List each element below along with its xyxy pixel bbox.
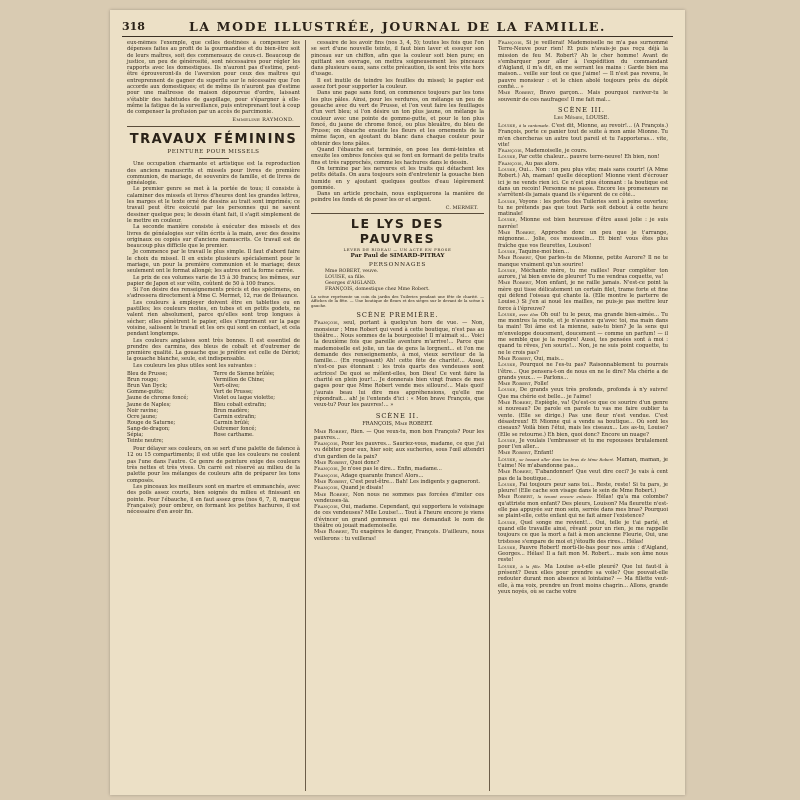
speaker-name: François: [314, 466, 338, 473]
speech-text: Taquine-moi bien...: [518, 248, 569, 255]
journal-title: LA MODE ILLUSTRÉE, JOURNAL DE LA FAMILLE.: [189, 18, 606, 34]
dialogue-line: Louise, Voyons : les portes des Tuileries sont à peine ouvertes; tu ne prétends pas que tout Paris soit debout à cette heure matinale!: [498, 198, 668, 218]
dialogue-line: Mme Robert, Tu exagères le danger, François. D'ailleurs, nous veillerons : tu veilleras!: [314, 529, 484, 542]
speech-text: Bravo garçon... Mais pourquoi raviver-tu le souvenir de ces naufrages! Il me fait mal...: [498, 90, 668, 103]
speaker-name: Louise: [498, 437, 516, 444]
speaker-name: Mme Robert: [314, 460, 347, 467]
paragraph: Les couleurs à employer doivent être en tablettes ou en pastilles; les couleurs moites, en tubes et en petits godets, ne valent rien absolument, parce qu'elles sont trop longues à sécher; elles pénètrent le papier, elles s'impriment sur la page voisine, salissent le travail et les ors qui sont en contact, et cela pendant longtemps.: [127, 299, 300, 338]
color-name: Rouge de Saturne;: [127, 419, 176, 426]
speech-text: Si je veillerai! Mademoiselle ne m'a pas surnommé Terre-Neuve pour rien! Et puis n'avais-je pas reçu déjà la mission de feu M. Robert? Ah le cher homme! Avant de s'embarquer pour aller à l'expédition du commandant d'Aigland, il m'a dit, en me serrant les mains : Garde bien ma maison... veille sur tout ce que j'aime! — Il n'est pas revenu, le pauvre monsieur : et le chien abolé toujours près du dépôt confié... »: [498, 40, 668, 91]
speaker-name: Louise: [498, 248, 516, 255]
column-2: [305, 40, 489, 791]
dialogue-line: Louise, à la fille. Ma Louise a-t-elle pleuré? Que lui faut-il à présent? Deux elles pour prendre sa voile? Que pouvait-elle redouter durant mon absence si lointaine? — Ma fillette veut-elle, à ma voix, prendre un front moins chagrin... Allons, grande yeux noyés, où se cache votre: [498, 563, 668, 595]
dialogue-line: François, Adage quarante francs! Alors...: [314, 472, 424, 479]
color-list-left: [127, 371, 214, 444]
color-name: Jaune de chrome foncé;: [127, 395, 189, 402]
speaker-name: Louise: [498, 267, 516, 274]
speech-text: Mademoiselle, je cours.: [524, 148, 588, 155]
dialogue-line: Louise, Fai toujours peur sans toi... Reste, reste! Si tu pars, je pleure! (Elle cache son visage dans le sein de Mme Robert.): [498, 481, 668, 495]
dialogue-line: Louise, Oui... Non : un peu plus vite; mais sans courir! (A Mme Robert.) Ah, maman! quelle déception! Mionne vient d'écrouer ici je ne vends rien ici. Ce n'est plus étonnant : la boutique est dans un recoin! Personne ne passe. Encore les promeneurs ne s'arrêtent-ils jamais quand ils s'égarent de ce côté...: [498, 167, 668, 199]
speaker-name: Louise: [498, 167, 516, 174]
dialogue-line: Mme Robert, Oui, mais...: [498, 355, 564, 362]
journal-page: [110, 10, 685, 795]
color-name: Sang-de-dragon;: [127, 425, 170, 432]
dialogue-line: François, Pour les pauvres... Sauriez-vous, madame, ce que j'ai vu débiter pour eux, hier soir, aux sucheries, sous l'œil attendri d'un gardien de la paix?: [314, 441, 484, 460]
color-list: [127, 371, 300, 444]
dialogue-line: Mme Robert, Enfant!: [498, 450, 554, 457]
speech-text: Mionne est bien heureuse d'être aussi jolie : je suis navrée!: [498, 217, 668, 230]
speech-text: Adage quarante francs! Alors...: [340, 472, 424, 479]
speech-text: Espiègle, va! Qu'est-ce que ce sourire d'un genre si nouveau? De parole en parole tu vas me faire oublier ta vente. (Elle se dirige.) Pas une fleur n'est vendue. C'est désastreux! Et Mionne qui a vendu sa boutique... Où sont les ciseaux? Voilà bien l'étui, mais les ciseaux... Les as-tu, Louise? (Elle se retourne.) Eh bien, quoi donc? Encore un nuage?: [498, 400, 668, 438]
speaker-name: Louise: [498, 198, 516, 205]
dialogue-line: François, seul, portant à quelqu'un hors de vue. — Non, monsieur ; Mme Robert qui vend à cette boutique, n'est pas au théâtre... Nous sommes de la bourgeoisie! Il m'aimait si... Voici la deuxième fois que pareille aventure m'arrive!... Parce que mademoiselle est jolie, un tas de gens la lorgnent... et l'on me demande des renseignements, à moi, vieux serviteur de la famille... (En rougissant) Ah! cette fête de charité!... Aussi, n'est-ce pas étonnant : les trois quarts des vendeuses sont actrices! De quoi se mêlent-elles, bon Dieu! Ce vent faire la charité en plein jour!... Je donnerais bien vingt francs de mes gages pour que Mme Robert vende mes sillours!... Mais quoi! j'aurais beau lui dire mes appréhensions, qu'elle me répondrait... ah! je l'entends d'ici : « Mon brave François, que veux-tu? Pour les pauvres!... »: [314, 320, 484, 409]
speaker-name: François: [498, 148, 522, 155]
color-name: Violet ou laque violette;: [213, 395, 275, 402]
page-header: [122, 16, 673, 37]
speaker-name: Mme Robert: [314, 529, 348, 536]
person-entry: FRANÇOIS, domestique chez Mme Robert.: [325, 286, 430, 292]
dialogue-line: Louise, De grands yeux très profonds, profonds à n'y suivre! Que ma chérie est belle... je l'aime!: [498, 387, 668, 400]
color-name: Vert-olive;: [213, 383, 240, 390]
speech-text: seul, portant à quelqu'un hors de vue. — Non, monsieur ; Mme Robert qui vend à cette boutique, n'est pas au théâtre... Nous sommes de la bourgeoisie! Il m'aimait si... Voici la deuxième fois que pareille aventure m'arrive!... Parce que mademoiselle est jolie, un tas de gens la lorgnent... et l'on me demande des renseignements, à moi, vieux serviteur de la famille... (En rougissant) Ah! cette fête de charité!... Aussi, n'est-ce pas étonnant : les trois quarts des vendeuses sont actrices! De quoi se mêlent-elles, bon Dieu! Ce vent faire la charité en plein jour!... Je donnerais bien vingt francs de mes gages pour que Mme Robert vende mes sillours!... Mais quoi! j'aurais beau lui dire mes appréhensions, qu'elle me répondrait... ah! je l'entends d'ici : « Mon brave François, que veux-tu? Pour les pauvres!... »: [314, 320, 484, 409]
speech-text: Voyons : les portes des Tuileries sont à peine ouvertes; tu ne prétends pas que tout Paris soit debout à cette heure matinale!: [498, 198, 668, 218]
dialogue-line: Mme Robert, Quoi donc?: [314, 460, 380, 467]
scene-2-dialogue: [311, 429, 484, 542]
speaker-name: Mme Robert: [498, 355, 531, 362]
color-name: Bleu cobalt extrafin;: [213, 401, 267, 408]
color-name: Gomme-gutte;: [127, 389, 164, 396]
play-title: LE LYS DES PAUVRES: [350, 216, 445, 247]
color-name: Carmin extrafin;: [213, 413, 257, 420]
scene-1-title: SCÈNE PREMIÈRE.: [356, 311, 439, 320]
speaker-name: Louise: [498, 456, 516, 463]
color-name: Outremer foncé;: [213, 425, 257, 432]
speech-text: T'abandonner! Que veut dire ceci? Je vais à cent pas de la boutique...: [498, 469, 668, 482]
paragraph: Pour délayer ses couleurs, on se sert d'une palette de faïence à 12 ou 15 compartiments; il est utile que les couleurs ne coulent pas l'une dans l'autre. Ce genre de peinture exige des couleurs très nettes et très vives. Un carré est réservé au milieu de la palette pour les mélanges de couleurs afin de préparer les tons composés.: [127, 446, 300, 484]
paragraph: Si l'on désire des renseignements précis et des spécimens, on s'adressera directement à Mme C. Mermet, 12, rue de Bréaunce.: [127, 287, 300, 300]
scene-2-cast: FRANÇOIS, Mme ROBERT.: [362, 420, 433, 427]
speaker-name: Louise: [498, 387, 516, 394]
speaker-name: Louise: [498, 154, 516, 161]
paragraph: Dans un article prochain, nous expliquerons la manière de peindre les fonds et de poser les or et argent.: [311, 191, 484, 204]
person-entry: LOUISE, sa fille.: [325, 275, 366, 281]
color-name: Teinte neutre;: [127, 438, 164, 445]
speaker-name: Louise: [498, 519, 516, 526]
section-subtitle: PEINTURE POUR MISSELS: [167, 148, 260, 155]
section-divider: [311, 213, 484, 214]
dialogue-line: Louise, Par cette chaleur... pauvre terre-neuve! Eh bien, non!: [498, 154, 660, 161]
speech-text: Folle!: [533, 381, 549, 388]
speaker-name: Louise: [498, 217, 516, 224]
dialogue-line: François, Mademoiselle, je cours.: [498, 148, 588, 155]
dialogue-line: Mme Robert, Espiègle, va! Qu'est-ce que ce sourire d'un genre si nouveau? De parole en parole tu vas me faire oublier ta vente. (Elle se dirige.) Pas une fleur n'est vendue. C'est désastreux! Et Mionne qui a vendu sa boutique... Où sont les ciseaux? Voilà bien l'étui, mais les ciseaux... Les as-tu, Louise? (Elle se retourne.) Eh bien, quoi donc? Encore un nuage?: [498, 400, 668, 438]
speaker-name: Mme Robert: [498, 230, 535, 237]
dialogue-line: François, Je n'ose pas le dire... Enfin, madame...: [314, 466, 442, 473]
color-name: Carmin brûlé;: [213, 419, 250, 426]
signature-raymond: Emmeline RAYMOND.: [232, 116, 294, 123]
speech-text: Approche donc un peu que je t'arrange, mignonne... Jolie, ces mousselin... Et bien! vous êtes plus fraîche que vos fleurettes, Louison!: [498, 230, 668, 249]
color-name: Sépia;: [127, 431, 144, 438]
speech-text: De grands yeux très profonds, profonds à n'y suivre! Que ma chérie est belle... je l'aime!: [498, 387, 668, 400]
speech-text: Pour les pauvres... Sauriez-vous, madame, ce que j'ai vu débiter pour eux, hier soir, aux sucheries, sous l'œil attendri d'un gardien de la paix?: [314, 441, 484, 460]
dialogue-line: Louise, se lassant aller dans les bras de Mme Robert. Maman, maman, je t'aime! Ne m'abandonne pas...: [498, 456, 668, 469]
speaker-name: Mme Robert: [314, 491, 349, 498]
paragraph: Le prix de ces volumes varie de 15 à 30 francs; les mêmes, sur papier de Japon et sur vélin, coûtent de 50 à 100 francs.: [127, 274, 300, 287]
speaker-name: Mme Robert: [314, 478, 347, 485]
dialogue-line: Louise, Mionne est bien heureuse d'être aussi jolie : je suis navrée!: [498, 217, 668, 230]
paragraph: Les couleurs anglaises sont très bonnes. Il est essentiel de prendre des carmins, des bleus de cobalt et d'outremer de première qualité. La gouache que je préfère est celle de Dériot; la gouache blanche, seule, est indispensable.: [127, 337, 300, 363]
color-name: Vert de Prusse;: [213, 389, 253, 396]
speech-text: Hélas! qu'a ma colombe? qu'attriste mon enfant? Des pleurs, Louison? Ma fleurette n'est-elle pas appuyée sur mon sein, serrée dans mes bras? Pourquoi se plaint-elle, cette enfant qui ne fait aimer l'existence?: [498, 494, 668, 520]
title-rule: [199, 158, 229, 159]
speaker-name: Mme Robert: [314, 428, 348, 435]
dialogue-line: Louise, Pourquoi ne l'es-tu pas? Raisonnablement tu pourrais l'être... Que pensera-t-on de nous en ne le dire? Ma chérie a de grands yeux... — Parlons...: [498, 362, 668, 381]
speech-text: Quoi donc?: [349, 460, 380, 467]
dialogue-line: Mme Robert, la tenant encore enlacée. Hélas! qu'a ma colombe? qu'attriste mon enfant? Des pleurs, Louison? Ma fleurette n'est-elle pas appuyée sur mon sein, serrée dans mes bras? Pourquoi se plaint-elle, cette enfant qui ne fait aimer l'existence?: [498, 494, 668, 520]
speaker-name: Louise: [498, 563, 516, 570]
dialogue-line: Mme Robert, Bravo garçon... Mais pourquoi raviver-tu le souvenir de ces naufrages! Il me fait mal...: [498, 90, 668, 103]
speech-text: Oui, madame. Cependant, qui supportera le voisinage de ces vendeuses? Mlle Louise!... Tout à l'heure encore je viens d'évincer un grand gommeux qui me demandait le nom de théâtre où jouait mademoiselle.: [314, 504, 484, 529]
speaker-name: Mme Robert: [498, 280, 532, 287]
dialogue-line: Louise, avec élan Oh oui! tu le peux, ma grande bien-aimée... Tu me montres la route, et je n'avance qu'avec toi, ma main dans ta main! Toi âme est la mienne, sais-tu bien? Je la sens qui m'enveloppe doucement, doucement — comme un parfum! — il me semble que je la respire! Aussi, tes pensées sont à moi : quand tu rêves, j'en souris!... Non, je ne suis point coquette, tu ne le crois pas?: [498, 311, 669, 356]
dialogue-line: Louise, Quel songe me revient!... Oui, telle je t'ai parlé, et quand elle travaille ainsi, rêvant pour un rien, je me rappelle toujours ce que la mort a fait à mon ancienne Fleurie, Oui, une tristesse s'empare de moi et j'étouffe des rires... Hélas!: [498, 519, 668, 545]
scene-2-continuation: [495, 40, 668, 103]
dialogue-line: François, Quand je disais!: [314, 485, 384, 492]
scene-3-cast: Les Mêmes, LOUISE.: [553, 114, 610, 121]
dialogue-line: Louise, Taquine-moi bien...: [498, 248, 569, 255]
speech-text: Maman, maman, je t'aime! Ne m'abandonne pas...: [498, 456, 668, 469]
paragraph: Les couleurs les plus utiles sont les suivantes :: [133, 362, 256, 369]
dialogue-line: Mme Robert, T'abandonner! Que veut dire ceci? Je vais à cent pas de la boutique...: [498, 469, 668, 482]
speaker-name: Mme Robert: [498, 450, 531, 457]
speaker-name: Mme Robert: [498, 255, 532, 262]
play-subtitle: LEVER DE RIDEAU — UN ACTE EN PROSE: [343, 247, 452, 253]
color-name: Brun madère;: [213, 407, 250, 414]
speaker-name: François: [498, 40, 522, 46]
paragraph: Une occupation charmante et artistique est la reproduction des anciens manuscrits et missels pour livres de première communion, de mariage, de souvenirs de famille, et de livres de généalogie.: [127, 161, 300, 187]
color-name: Bleu de Prusse;: [127, 371, 168, 378]
speaker-name: Louise: [498, 544, 516, 551]
stage-direction: à la cantonade.: [518, 122, 550, 128]
speaker-name: François: [498, 160, 522, 167]
paragraph: Dans une page sans fond, on commence toujours par les tons les plus pâles. Ainsi, pour les verdures, on mélange un peu de gouache avec du vert de Prusse, et l'on veut faire les feuillages d'un vert bleu; si l'on désire un ton plus jaune, on mélange la couleur avec une pointe de gomme-gutte, et pour le ton plus foncé, du jaune de chrome foncé, ou plus bleuâtre, du bleu de Prusse; on ébauche ensuite les fleurs et les ornements de la même façon, en ajoutant du blanc dans chaque couleur pour obtenir des tons pâles.: [311, 90, 484, 147]
paragraph: Le premier genre se met à la portée de tous; il consiste à calaminer des missels et livres d'heures dont les grandes lettres, les marges et le texte orné de dessins au trait sont imprimés; ce travail peut être exécuté par les personnes qui ne savent dessiner quelque peu; le dessin étant fait, il s'agit simplement de le mettre en couleur.: [127, 186, 300, 224]
speech-text: Pauvre Robert! morti-lle-bas pour nos amis : d'Aigland, Georges... Hélas! Il a fait mon M. Robert... mais son âme nous reste!: [498, 544, 668, 564]
speaker-name: François: [314, 472, 338, 479]
dialogue-line: Mme Robert, Folle!: [498, 381, 549, 388]
speaker-name: Louise: [498, 311, 516, 318]
color-name: Vermillon de Chine;: [213, 377, 265, 384]
scene-2-title: SCÈNE II.: [375, 411, 420, 420]
play-author: Par Paul de SIMARD-PITRAY: [350, 253, 445, 260]
paragraph: eux-mêmes l'exemple, que celles destinées à compenser les dépenses faites au profit de la gourmandise et du bien-être soit de leurs maîtres, soit des commensaux de ceux-ci. Beaucoup de justice, un peu de générosité, sont nécessaires pour régler les rapports avec les domestiques. Ils n'auront pas d'estime, peut-être éprouveront-ils de l'aversion pour ceux des maîtres qui entreprennent de gagner du superflu sur le nécessaire que l'on accorde aux domestiques; et de même ils n'auront pas d'estime pour une maîtresse de maison dépourvue d'ordre, laissant s'établir des habitudes de gaspillage, pour s'épargner à elle-même la fatigue de la surveillance, puis entreprenant tout à coup de compenser la profusion par un accès de parcimonie.: [127, 40, 300, 116]
scene-3-title: SCÈNE III.: [558, 105, 605, 114]
stage-direction: la tenant encore enlacée.: [537, 494, 593, 500]
color-name: Brun Van Dyck;: [127, 383, 168, 390]
dialogue-line: François, Au pas alors.: [498, 160, 560, 167]
speech-text: Quand je disais!: [340, 485, 384, 492]
speaker-name: François: [314, 485, 338, 492]
speech-text: Au pas alors.: [524, 160, 560, 167]
dialogue-line: Mme Robert, Approche donc un peu que je t'arrange, mignonne... Jolie, ces mousselin... Et bien! vous êtes plus fraîche que vos fleurettes, Louison!: [498, 230, 668, 249]
dialogue-line: Mme Robert, Rien. — Que veux-tu, mon bon François? Pour les pauvres...: [314, 428, 484, 441]
dialogue-line: François, Oui, madame. Cependant, qui supportera le voisinage de ces vendeuses? Mlle Louise!... Tout à l'heure encore je viens d'évincer un grand gommeux qui me demandait le nom de théâtre où jouait mademoiselle.: [314, 504, 484, 529]
intro-text: [127, 40, 300, 116]
speaker-name: François: [314, 441, 338, 448]
dialogue-line: Louise, Méchante mère, tu me railles! Pour compléter ton aurore, j'ai bien envie de pleurer! Tu me vendras coquette, va!: [498, 267, 668, 281]
speaker-name: François: [314, 320, 338, 327]
speech-text: Oui... Non : un peu plus vite; mais sans courir! (A Mme Robert.) Ah, maman! quelle déception! Mionne vient d'écrouer ici je ne vends rien ici. Ce n'est plus étonnant : la boutique est dans un recoin! Personne ne passe. Encore les promeneurs ne s'arrêtent-ils jamais quand ils s'égarent de ce côté...: [498, 167, 668, 199]
paragraph: Quand l'ébauche est terminée, on pose les demi-teintes et ensuite les ombres foncées qui se font en formant de petits traits fins et très rapprochés, comme les hachures dans le dessin.: [311, 147, 484, 166]
speech-text: Oui, mais...: [533, 355, 564, 362]
speech-text: Enfant!: [533, 450, 554, 457]
dialogue-line: Louise, Pauvre Robert! morti-lle-bas pour nos amis : d'Aigland, Georges... Hélas! Il a fait mon M. Robert... mais son âme nous reste!: [498, 544, 668, 564]
scene-1-dialogue: [311, 320, 484, 408]
article-continuation: [311, 40, 484, 204]
scene-3-dialogue: [495, 123, 668, 595]
speaker-name: Mme Robert: [498, 469, 532, 476]
stage-direction: avec élan: [519, 311, 539, 317]
speaker-name: Louise: [498, 362, 516, 369]
article-body: [127, 161, 300, 369]
speech-text: Non nous ne sommes pas forcées d'imiter ces vendeuses-là.: [314, 491, 484, 504]
signature-mermet: C. MERMET.: [445, 204, 478, 211]
paragraph: Je commence par le travail le plus simple. Il faut d'abord faire le choix du missel. Il en existe plusieurs spécialement pour le mariage, un pour la première communion et le mariage; deux seulement ont le format allongé; les autres ont la forme carrée.: [127, 249, 300, 275]
person-entry: Mme ROBERT, veuve.: [325, 269, 379, 275]
column-3: [489, 40, 673, 791]
speech-text: C'est dit, Mionne, au revoir!... (A François.) François, porte ce panier tout de suite à mon amie Mionne. Tu m'en chercheras un autre tout pareil et tu l'apporteras... vite, vite!: [498, 122, 668, 148]
speech-text: Oh oui! tu le peux, ma grande bien-aimée... Tu me montres la route, et je n'avance qu'avec toi, ma main dans ta main! Toi âme est la mienne, sais-tu bien? Je la sens qui m'enveloppe doucement, doucement — comme un parfum! — il me semble que je la respire! Aussi, tes pensées sont à moi : quand tu rêves, j'en souris!... Non, je ne suis point coquette, tu ne le crois pas?: [498, 311, 669, 356]
color-name: Terre de Sienne brûlée;: [213, 371, 275, 378]
dialogue-line: Louise, à la cantonade. C'est dit, Mionne, au revoir!... (A François.) François, porte ce panier tout de suite à mon amie Mionne. Tu m'en chercheras un autre tout pareil et tu l'apporteras... vite, vite!: [498, 122, 668, 148]
section-title: TRAVAUX FÉMININS: [127, 126, 300, 147]
dialogue-line: Mme Robert, Mon enfant, je ne raille jamais. N'est-ce point la mère qui tisse délicatement un certain filet, trame forte et fine qui défend l'oiseau qui chante là. (Elle montre le parterre de Louise.) Si j'en ai noué les mailles, ne puis-je pas mettre leur force à l'épreuve?: [498, 280, 668, 312]
color-name: Rose carthame.: [213, 431, 254, 438]
dialogue-line: Mme Robert, Non nous ne sommes pas forcées d'imiter ces vendeuses-là.: [314, 491, 484, 504]
page-number: 318: [122, 19, 145, 33]
article-closing: [127, 446, 300, 515]
speech-text: Quel songe me revient!... Oui, telle je t'ai parlé, et quand elle travaille ainsi, rêvant pour un rien, je me rappelle toujours ce que la mort a fait à mon ancienne Fleurie, Oui, une tristesse s'empare de moi et j'étouffe des rires... Hélas!: [498, 519, 668, 545]
person-entry: Georges d'AIGLAND.: [325, 281, 377, 286]
speech-text: Rien. — Que veux-tu, mon bon François? Pour les pauvres...: [314, 428, 484, 441]
speech-text: Que parles-tu de Mionne, petite Aurore? Il ne te manque vraiment qu'un sourire!: [498, 255, 668, 268]
persons-list: [311, 269, 484, 292]
speech-text: Pourquoi ne l'es-tu pas? Raisonnablement tu pourrais l'être... Que pensera-t-on de nous en ne le dire? Ma chérie a de grands yeux... — Parlons...: [498, 362, 668, 381]
speech-text: Méchante mère, tu me railles! Pour compléter ton aurore, j'ai bien envie de pleurer! Tu me vendras coquette, va!: [498, 267, 668, 281]
speech-text: Par cette chaleur... pauvre terre-neuve! Eh bien, non!: [518, 154, 660, 161]
stage-direction: à la fille.: [520, 563, 541, 569]
speech-text: Fai toujours peur sans toi... Reste, reste! Si tu pars, je pleure! (Elle cache son visage dans le sein de Mme Robert.): [498, 481, 668, 495]
dialogue-line: Mme Robert, C'est peut-être... Bah! Les indigents y gagneront.: [314, 478, 480, 485]
color-list-right: [214, 371, 301, 444]
speech-text: C'est peut-être... Bah! Les indigents y gagneront.: [349, 478, 480, 485]
column-1: [122, 40, 305, 791]
color-name: Brun rouge;: [127, 377, 159, 384]
dialogue-line: Louise, Je voulais l'embrasser et tu me repousses brutalement pour l'en aller...: [498, 437, 668, 451]
speech-text: Ma Louise a-t-elle pleuré? Que lui faut-il à présent? Deux elles pour prendre sa voile? Que pouvait-elle redouter durant mon absence si lointaine? — Ma fillette veut-elle, à ma voix, prendre un front moins chagrin... Allons, grande yeux noyés, où se cache votre: [498, 563, 668, 595]
stage-direction: se lassant aller dans les bras de Mme Robert.: [519, 456, 615, 462]
dialogue-line: François, Si je veillerai! Mademoiselle ne m'a pas surnommé Terre-Neuve pour rien! Et puis n'avais-je pas reçu déjà la mission de feu M. Robert? Ah le cher homme! Avant de s'embarquer pour aller à l'expédition du commandant d'Aigland, il m'a dit, en me serrant les mains : Garde bien ma maison... veille sur tout ce que j'aime! — Il n'est pas revenu, le pauvre monsieur : et le chien abolé toujours près du dépôt confié... »: [498, 40, 668, 91]
speaker-name: Mme Robert: [498, 494, 533, 501]
paragraph: Les pinceaux les meilleurs sont en martre et emmanchés, avec des poils assez courts, bien soignés du milieu et finissant en pointe. Pour l'ébauche, il en faut assez gros (nos 6, 7, 8, marque Française); pour ombrer, on formant les petites hachures, il est nécessaire d'en avoir fin.: [127, 483, 300, 516]
speaker-name: Louise: [498, 481, 516, 488]
speaker-name: Louise: [498, 122, 516, 129]
color-name: Noir ravine;: [127, 407, 159, 414]
paragraph: On termine par les nervures et les traits qui détachent les petits détails. On aura toujours soin d'entretenir la gouache bien humide en y ajoutant quelques gouttes d'eau légèrement gommée.: [311, 165, 484, 191]
paragraph: Il est inutile de teindre les feuilles du missel; le papier est assez fort pour supporter la couleur.: [311, 77, 484, 91]
speaker-name: Mme Robert: [498, 90, 534, 97]
speech-text: Tu exagères le danger, François. D'ailleurs, nous veillerons : tu veilleras!: [314, 529, 484, 542]
speaker-name: François: [314, 504, 338, 511]
speaker-name: Mme Robert: [498, 400, 532, 407]
dialogue-line: Mme Robert, Que parles-tu de Mionne, petite Aurore? Il ne te manque vraiment qu'un sourire!: [498, 255, 668, 268]
color-name: Ocre jaune;: [127, 413, 158, 420]
speech-text: Je n'ose pas le dire... Enfin, madame...: [340, 466, 442, 473]
stage-note: La scène représente un coin du jardin des Tuileries pendant une fête de charité. — Affiches de la fête. — Une boutique de fleurs et des sièges sur le devant de la scène à gauche.: [311, 293, 484, 308]
speaker-name: Mme Robert: [498, 381, 531, 388]
speech-text: Je voulais l'embrasser et tu me repousses brutalement pour l'en aller...: [498, 437, 668, 451]
speech-text: Mon enfant, je ne raille jamais. N'est-ce point la mère qui tisse délicatement un certain filet, trame forte et fine qui défend l'oiseau qui chante là. (Elle montre le parterre de Louise.) Si j'en ai noué les mailles, ne puis-je pas mettre leur force à l'épreuve?: [498, 280, 668, 312]
persons-heading: PERSONNAGES: [368, 262, 427, 269]
paragraph: La seconde manière consiste à exécuter des missels et des livres de généalogies sur vélin écrits à la main, avec des dessins originaux ou copiés sur d'anciens manuscrits. Ce travail est de beaucoup plus difficile que le premier.: [127, 224, 300, 250]
color-name: Jaune de Naples;: [127, 401, 171, 408]
paragraph: cessaire de les avoir fins (nos 3, 4, 5); toutes les fois que l'on se sert d'une nouvelle teinte, il faut bien laver et essuyer son pinceau sur un chiffon, afin que la couleur soit bien pure; en quittant son ouvrage, on mettra soigneusement les pinceaux dans plusieurs eaux, sans cette précaution, ils sont très vite hors d'usage.: [311, 40, 484, 78]
columns: [122, 40, 673, 791]
